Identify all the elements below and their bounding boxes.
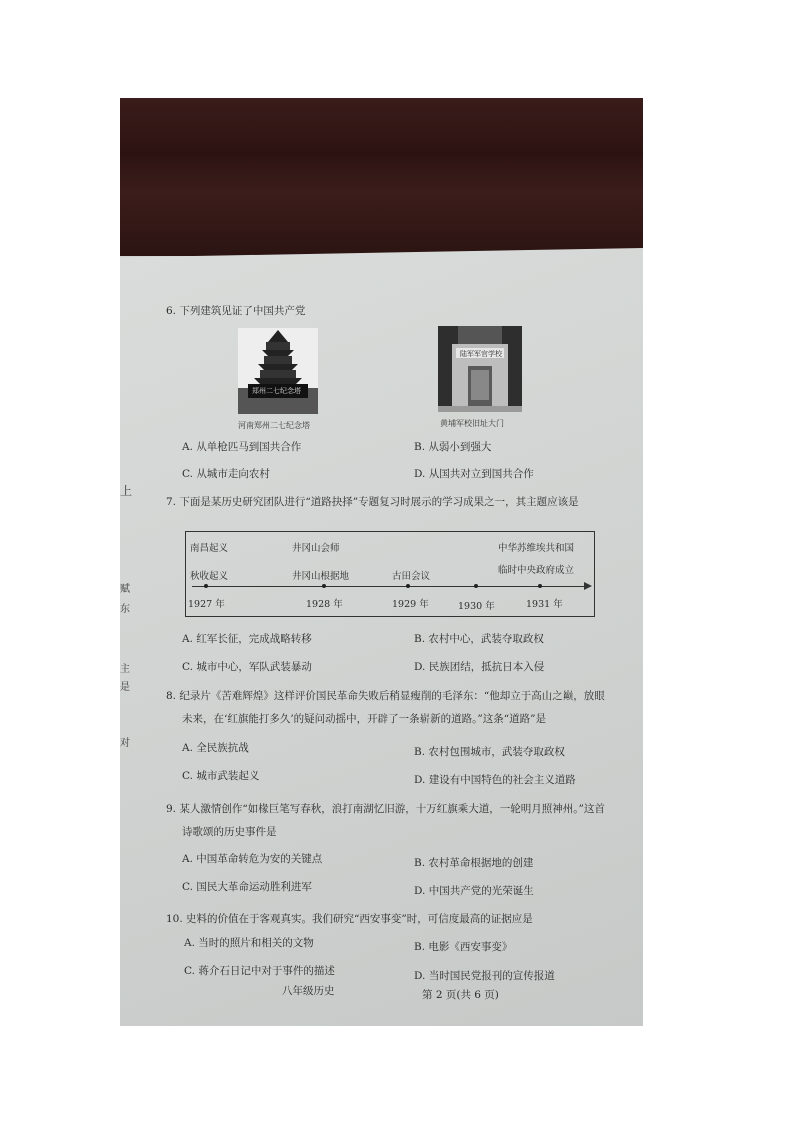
timeline-event-provisional-gov: 临时中央政府成立 — [498, 565, 575, 576]
margin-mark-4: 主 — [120, 664, 130, 675]
q6-image2-caption: 黄埔军校旧址大门 — [440, 419, 504, 428]
timeline-event-soviet-republic: 中华苏维埃共和国 — [498, 543, 575, 554]
q8-stem-line1: 8. 纪录片《苦难辉煌》这样评价国民革命失败后稍显瘦削的毛泽东：“他却立于高山之巅，放眼 — [166, 690, 605, 702]
timeline-dot-1931 — [538, 584, 542, 588]
timeline-year-1928: 1928 年 — [306, 599, 343, 610]
footer-subject: 八年级历史 — [282, 985, 335, 997]
q9-stem-line1: 9. 某人激情创作“如椽巨笔写春秋，浪打南湖忆旧游，十万红旗乘大道，一轮明月照神州。”这首 — [166, 803, 605, 815]
timeline-dot-1927 — [204, 584, 208, 588]
timeline-axis — [192, 586, 588, 587]
q10-stem: 10. 史料的价值在于客观真实。我们研究“西安事变”时，可信度最高的证据应是 — [166, 913, 533, 925]
q8-option-d: D. 建设有中国特色的社会主义道路 — [414, 774, 576, 786]
q7-timeline-box — [185, 531, 595, 617]
q6-option-d: D. 从国共对立到国共合作 — [414, 468, 534, 480]
timeline-event-jinggang-base: 井冈山根据地 — [292, 571, 350, 582]
timeline-dot-1929 — [406, 584, 410, 588]
q7-option-a: A. 红军长征，完成战略转移 — [182, 633, 312, 645]
q9-option-c: C. 国民大革命运动胜利进军 — [182, 881, 312, 893]
q9-option-d: D. 中国共产党的光荣诞生 — [414, 885, 534, 897]
q9-option-a: A. 中国革命转危为安的关键点 — [182, 853, 323, 865]
pagoda-tower-icon — [238, 328, 318, 414]
q8-option-a: A. 全民族抗战 — [182, 742, 249, 754]
q10-option-d: D. 当时国民党报刊的宣传报道 — [414, 970, 555, 982]
q10-option-b: B. 电影《西安事变》 — [414, 941, 513, 953]
q10-option-a: A. 当时的照片和相关的文物 — [184, 937, 314, 949]
school-gate-icon — [438, 326, 522, 412]
q9-option-b: B. 农村革命根据地的创建 — [414, 857, 534, 869]
q6-image1-caption: 河南郑州二七纪念塔 — [238, 421, 310, 430]
q6-image-huangpu-gate — [438, 326, 522, 412]
exam-photo — [120, 98, 643, 1026]
timeline-arrow-icon — [584, 582, 592, 590]
q6-option-c: C. 从城市走向农村 — [182, 468, 270, 480]
footer-page-number: 第 2 页(共 6 页) — [422, 989, 499, 1001]
margin-mark-3: 东 — [120, 604, 130, 615]
timeline-dot-1930 — [474, 584, 478, 588]
q7-option-b: B. 农村中心，武装夺取政权 — [414, 633, 544, 645]
timeline-event-jinggang-meeting: 井冈山会师 — [292, 543, 340, 554]
timeline-year-1930: 1930 年 — [458, 601, 495, 612]
timeline-event-qiushou: 秋收起义 — [190, 571, 229, 582]
timeline-dot-1928 — [322, 584, 326, 588]
q8-option-b: B. 农村包围城市，武装夺取政权 — [414, 746, 565, 758]
q6-image1-plaque: 郑州二七纪念塔 — [252, 387, 301, 395]
q9-stem-line2: 诗歌颂的历史事件是 — [182, 826, 277, 838]
q6-image-erqi-tower — [238, 328, 318, 414]
margin-mark-1: 上 — [120, 484, 133, 498]
timeline-year-1929: 1929 年 — [392, 599, 429, 610]
timeline-year-1931: 1931 年 — [526, 599, 563, 610]
margin-mark-5: 是 — [120, 682, 130, 693]
timeline-event-nanchang: 南昌起义 — [190, 543, 229, 554]
q7-option-d: D. 民族团结，抵抗日本入侵 — [414, 661, 545, 673]
q8-stem-line2: 未来，在‘红旗能打多久’的疑问动摇中，开辟了一条崭新的道路。”这条“道路”是 — [182, 713, 547, 725]
q7-stem: 7. 下面是某历史研究团队进行“道路抉择”专题复习时展示的学习成果之一，其主题应该是 — [166, 496, 579, 508]
timeline-event-gutian: 古田会议 — [392, 571, 431, 582]
q8-option-c: C. 城市武装起义 — [182, 770, 260, 782]
q10-option-c: C. 蒋介石日记中对于事件的描述 — [184, 965, 335, 977]
q6-option-b: B. 从弱小到强大 — [414, 441, 492, 453]
q6-image2-plaque: 陆军军官学校 — [460, 350, 502, 358]
wooden-desk-background — [120, 98, 643, 256]
q6-stem: 6. 下列建筑见证了中国共产党 — [166, 305, 306, 317]
q7-option-c: C. 城市中心，军队武装暴动 — [182, 661, 312, 673]
margin-mark-2: 赋 — [120, 584, 130, 595]
margin-mark-6: 对 — [120, 738, 130, 749]
q6-option-a: A. 从单枪匹马到国共合作 — [182, 441, 302, 453]
timeline-year-1927: 1927 年 — [188, 599, 225, 610]
